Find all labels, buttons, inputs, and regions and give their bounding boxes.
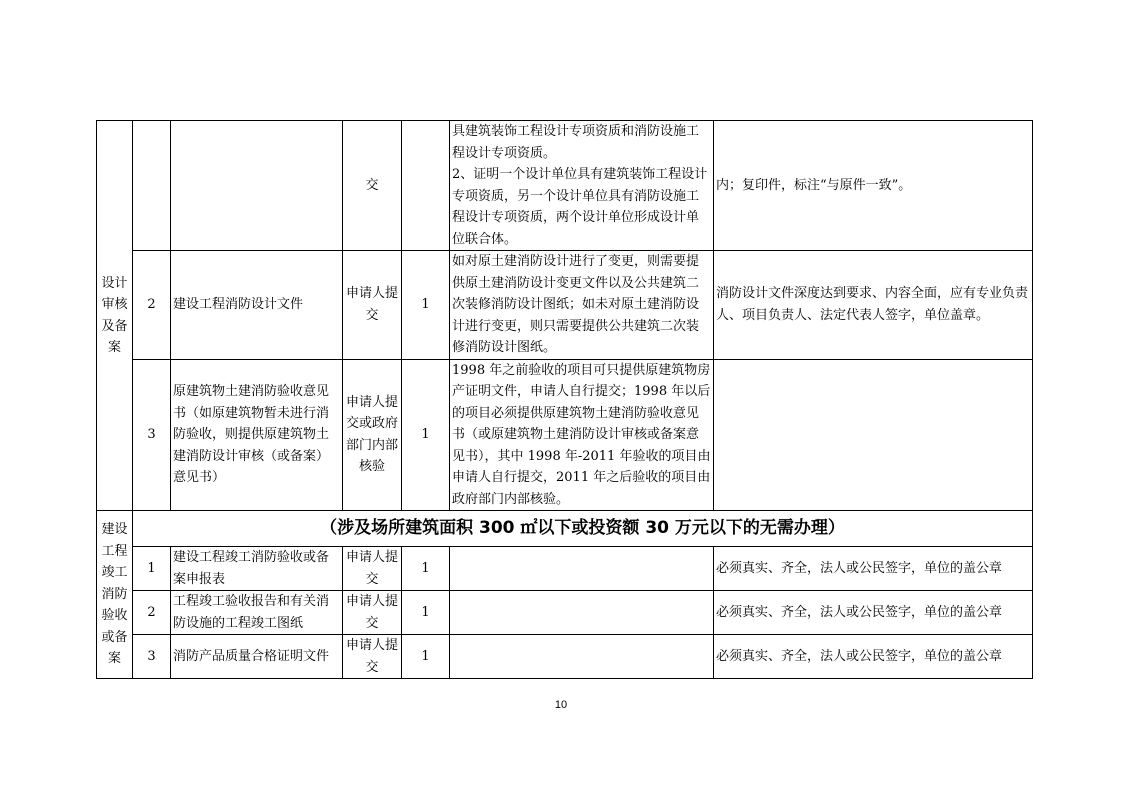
cell-note — [450, 591, 714, 635]
section-header: （涉及场所建筑面积 300 ㎡以下或投资额 30 万元以下的无需办理） — [133, 511, 1033, 547]
cell-material: 消防产品质量合格证明文件 — [171, 635, 343, 679]
page-number: 10 — [554, 699, 568, 711]
table-row — [97, 251, 1033, 360]
cell-qty: 1 — [402, 251, 450, 360]
requirements-table — [96, 120, 1033, 679]
cell-material: 建设工程消防设计文件 — [171, 251, 343, 360]
cell-source: 申请人提交 — [343, 547, 402, 591]
cell-note — [450, 547, 714, 591]
cell-material: 工程竣工验收报告和有关消防设施的工程竣工图纸 — [171, 591, 343, 635]
table-row — [97, 591, 1033, 635]
cell-num: 2 — [133, 591, 171, 635]
cell-num — [133, 121, 171, 251]
cell-num: 3 — [133, 635, 171, 679]
cell-source: 申请人提交 — [343, 251, 402, 360]
cell-qty: 1 — [402, 547, 450, 591]
cell-num: 1 — [133, 547, 171, 591]
cell-qty: 1 — [402, 591, 450, 635]
cell-qty — [402, 121, 450, 251]
table-row — [97, 359, 1033, 511]
cell-requirement — [714, 359, 1033, 511]
cell-qty: 1 — [402, 635, 450, 679]
cell-note — [450, 635, 714, 679]
cell-num: 3 — [133, 359, 171, 511]
cell-num: 2 — [133, 251, 171, 360]
cell-source: 申请人提交 — [343, 635, 402, 679]
table-row — [97, 635, 1033, 679]
note-text: 具建筑装饰工程设计专项资质和消防设施工程设计专项资质。 2、证明一个设计单位具有建筑装饰工程设计专项资质，另一个设计单位具有消防设施工程设计专项资质，两个设计单位形成设计单位联合体。 — [452, 124, 708, 247]
cell-requirement: 消防设计文件深度达到要求、内容全面，应有专业负责人、项目负责人、法定代表人签字，单位盖章。 — [714, 251, 1033, 360]
table-row — [97, 511, 1033, 547]
table-row — [97, 121, 1033, 251]
category-completion-acceptance: 建设工程竣工消防验收或备案 — [97, 511, 133, 679]
category-design-review: 设计审核及备案 — [97, 121, 133, 511]
cell-material: 原建筑物土建消防验收意见书（如原建筑物暂未进行消防验收，则提供原建筑物土建消防设计审核（或备案）意见书） — [171, 359, 343, 511]
cell-material — [171, 121, 343, 251]
cell-source: 申请人提交或政府部门内部核验 — [343, 359, 402, 511]
cell-source: 交 — [343, 121, 402, 251]
cell-note: 如对原土建消防设计进行了变更，则需要提供原土建消防设计变更文件以及公共建筑二次装修消防设计图纸；如未对原土建消防设计进行变更，则只需要提供公共建筑二次装修消防设计图纸。 — [450, 251, 714, 360]
cell-requirement: 必须真实、齐全，法人或公民签字，单位的盖公章 — [714, 591, 1033, 635]
cell-requirement: 必须真实、齐全，法人或公民签字，单位的盖公章 — [714, 635, 1033, 679]
cell-source: 申请人提交 — [343, 591, 402, 635]
cell-requirement: 内；复印件，标注“与原件一致”。 — [714, 121, 1033, 251]
cell-note: 1998 年之前验收的项目可只提供原建筑物房产证明文件，申请人自行提交；1998 年以后的项目必须提供原建筑物土建消防验收意见书（或原建筑物土建消防设计审核或备案意见书），其中 1998 年-2011 年验收的项目由申请人自行提交，2011 年之后验收的项目由政府部门内部核验。 — [450, 359, 714, 511]
cell-qty: 1 — [402, 359, 450, 511]
cell-material: 建设工程竣工消防验收或备案申报表 — [171, 547, 343, 591]
cell-requirement: 必须真实、齐全，法人或公民签字，单位的盖公章 — [714, 547, 1033, 591]
table-row — [97, 547, 1033, 591]
cell-note — [450, 121, 714, 251]
